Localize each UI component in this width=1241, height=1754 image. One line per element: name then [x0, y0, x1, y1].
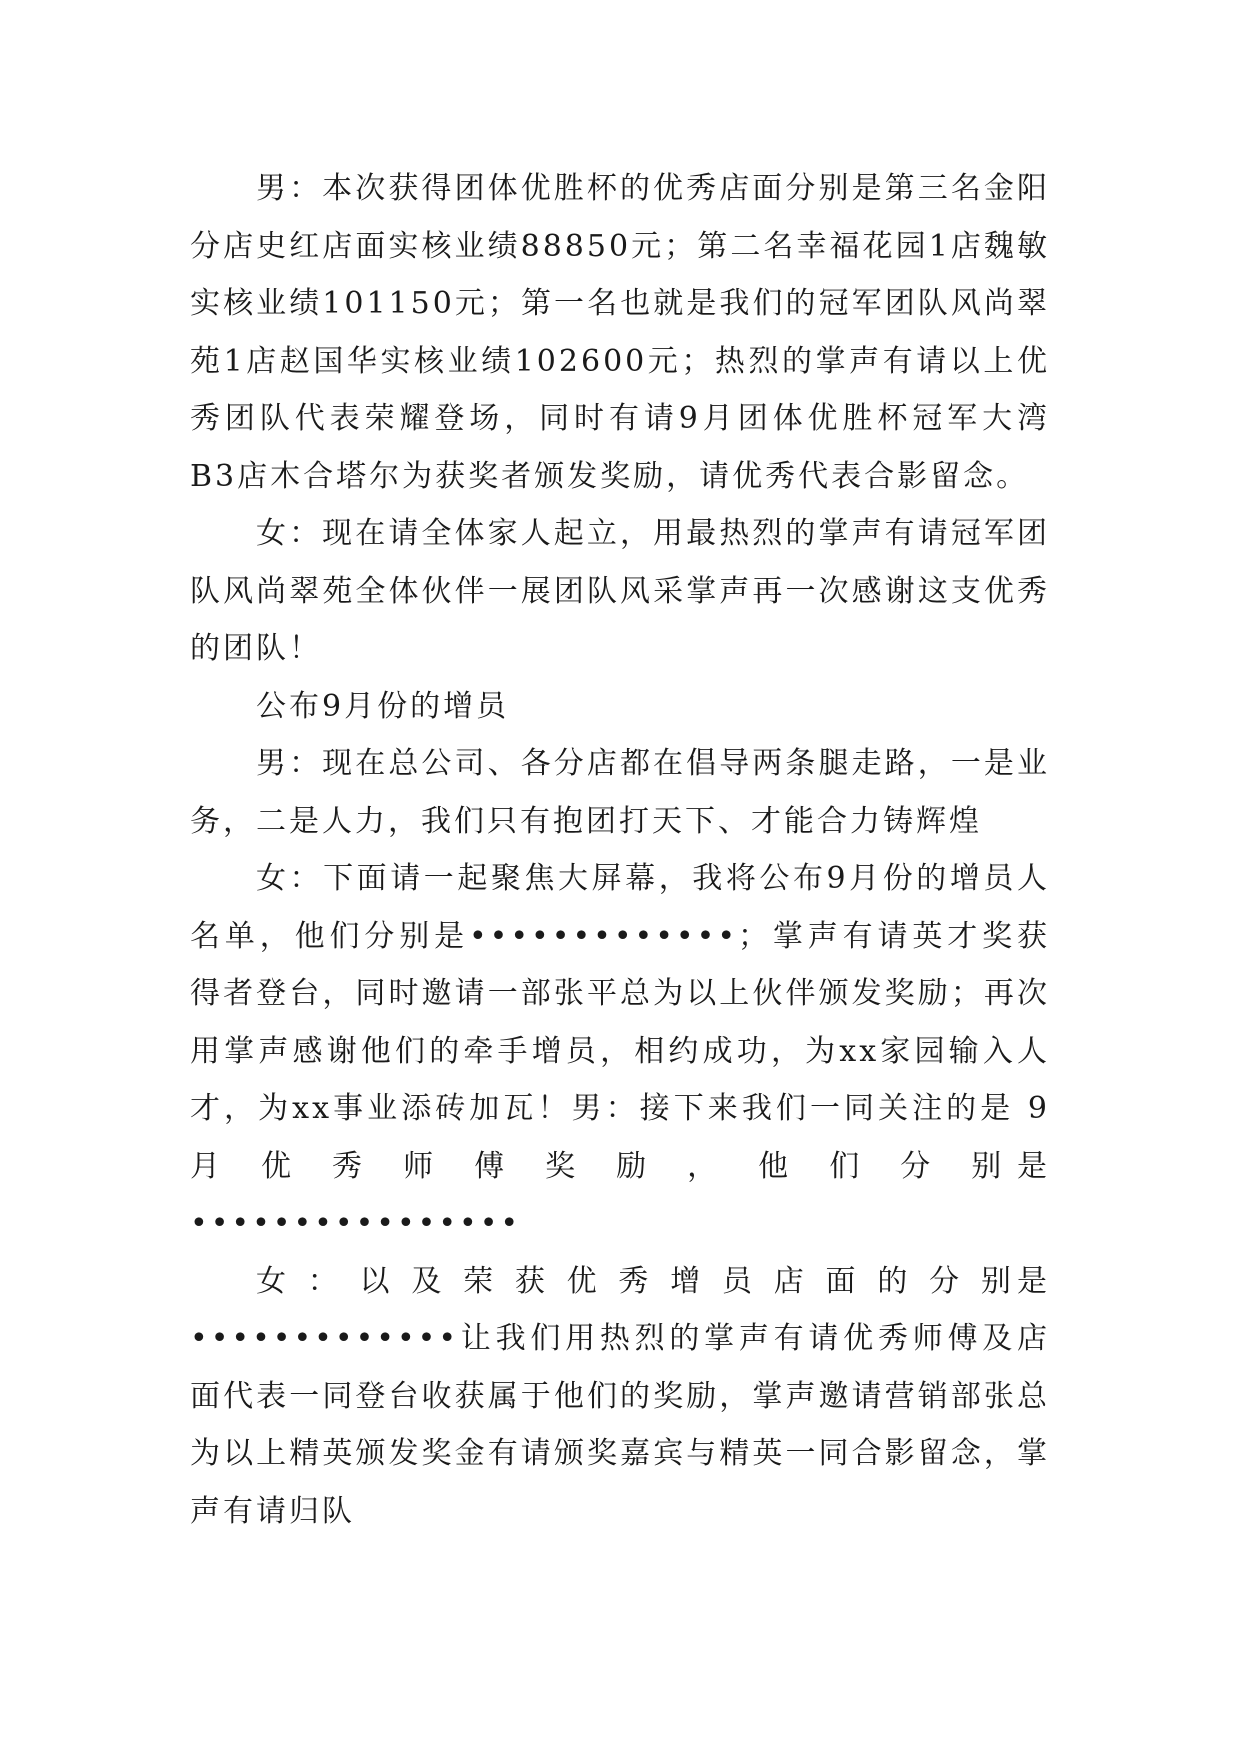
section-heading-recruitment: 公布9月份的增员: [256, 688, 510, 724]
paragraph-male-group-award: 男：本次获得团体优胜杯的优秀店面分别是第三名金阳分店史红店面实核业绩88850元；第二名幸福花园1店魏敏实核业绩101150元；第一名也就是我们的冠军团队风尚翠苑1店赵国华实核业绩102600元；热烈的掌声有请以上优秀团队代表荣耀登场，同时有请9月团体优胜杯冠军大湾B3店木合塔尔为获奖者颁发奖励，请优秀代表合影留念。: [190, 171, 1050, 494]
paragraph-female-store-awards: 女 ： 以 及 荣 获 优 秀 增 员 店 面 的 分 别是•••••••••••••让我们用热烈的掌声有请优秀师傅及店面代表一同登台收获属于他们的奖励，掌声邀请营销部张总为以上精英颁发奖金有请颁奖嘉宾与精英一同合影留念，掌声有请归队: [190, 1263, 1050, 1529]
document-page: [190, 160, 1050, 1540]
paragraph-male-two-legs: 男：现在总公司、各分店都在倡导两条腿走路，一是业务，二是人力，我们只有抱团打天下、才能合力铸辉煌: [190, 746, 1050, 839]
paragraph-female-recruit-list: 女：下面请一起聚焦大屏幕，我将公布9月份的增员人名单，他们分别是•••••••••••••；掌声有请英才奖获得者登台，同时邀请一部张平总为以上伙伴颁发奖励；再次用掌声感谢他们的牵手增员，相约成功，为xx家园输入人才，为xx事业添砖加瓦！男：接下来我们一同关注的是 9 月 优 秀 师 傅 奖 励 ， 他 们 分 别是••••••••••••••••: [190, 861, 1050, 1241]
paragraph-female-champion-team: 女：现在请全体家人起立，用最热烈的掌声有请冠军团队风尚翠苑全体伙伴一展团队风采掌声再一次感谢这支优秀的团队！: [190, 516, 1050, 666]
